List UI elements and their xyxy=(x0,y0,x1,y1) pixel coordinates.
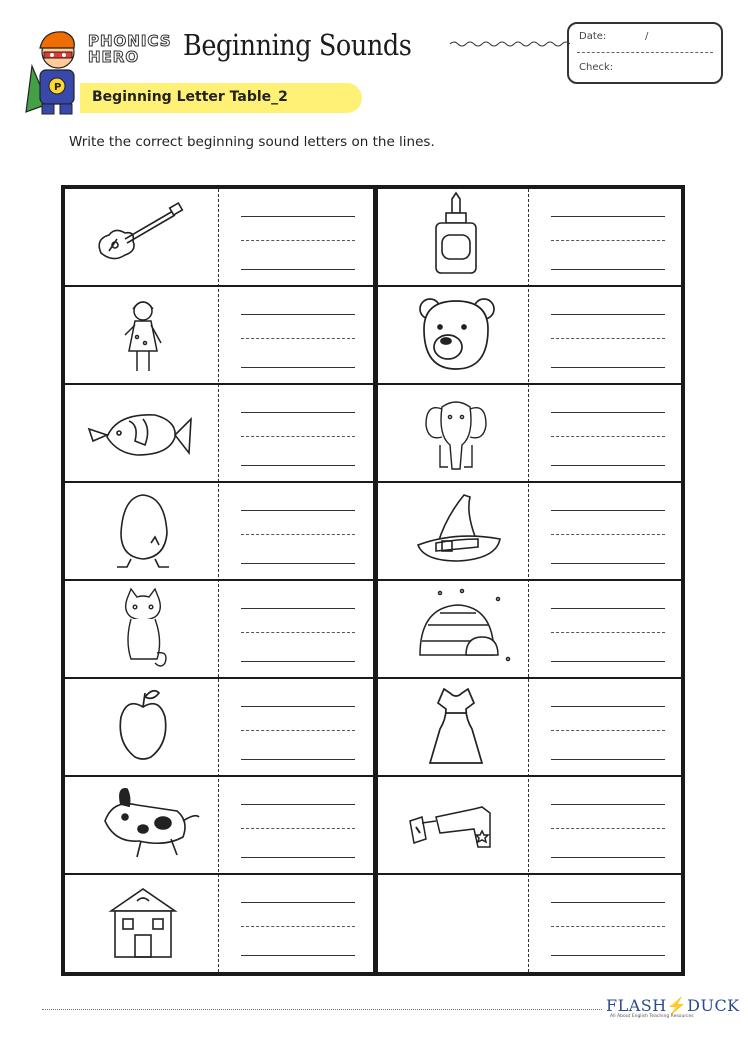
bear-icon xyxy=(378,287,533,383)
date-label: Date: xyxy=(579,31,607,42)
answer-lines[interactable] xyxy=(241,287,355,383)
fish-icon xyxy=(65,385,220,481)
footer-divider xyxy=(42,1009,602,1010)
brand-tagline: All About English Teaching Resources xyxy=(610,1014,694,1019)
elephant-icon xyxy=(378,385,533,481)
date-separator: / xyxy=(645,31,649,42)
answer-lines[interactable] xyxy=(551,679,665,775)
gun-icon xyxy=(378,777,533,873)
answer-lines[interactable] xyxy=(241,385,355,481)
instruction-text: Write the correct beginning sound letters on the lines. xyxy=(69,134,435,150)
worksheet-title: Beginning Sounds xyxy=(183,28,412,62)
hat-icon xyxy=(378,483,533,579)
egg-icon xyxy=(65,483,220,579)
answer-lines[interactable] xyxy=(241,483,355,579)
apple-icon xyxy=(65,679,220,775)
answer-lines[interactable] xyxy=(551,287,665,383)
svg-text:P: P xyxy=(54,82,62,93)
cat-icon xyxy=(65,581,220,677)
logo-line-1: PHONICS xyxy=(88,32,172,50)
answer-lines[interactable] xyxy=(241,581,355,677)
brand-name-left: FLASH xyxy=(606,996,667,1015)
answer-lines[interactable] xyxy=(551,581,665,677)
worksheet-table xyxy=(61,185,685,976)
answer-lines[interactable] xyxy=(551,875,665,971)
wave-divider xyxy=(450,38,570,50)
mascot-logo xyxy=(24,26,88,116)
date-check-box xyxy=(567,22,723,84)
date-box-divider xyxy=(577,52,713,53)
brand-logo xyxy=(88,33,180,71)
answer-lines[interactable] xyxy=(551,483,665,579)
dog-icon xyxy=(65,777,220,873)
flashduck-logo xyxy=(606,996,740,1015)
answer-lines[interactable] xyxy=(551,385,665,481)
igloo-icon xyxy=(378,581,533,677)
brand-name-right: DUCK xyxy=(687,996,740,1015)
check-label: Check: xyxy=(579,62,614,73)
answer-lines[interactable] xyxy=(551,777,665,873)
answer-lines[interactable] xyxy=(551,189,665,285)
dress-icon xyxy=(378,679,533,775)
guitar-icon xyxy=(65,189,220,285)
answer-lines[interactable] xyxy=(241,875,355,971)
worksheet-subtitle: Beginning Letter Table_2 xyxy=(92,89,288,105)
glue-icon xyxy=(378,189,533,285)
answer-lines[interactable] xyxy=(241,679,355,775)
lightning-icon: ⚡ xyxy=(666,996,688,1015)
logo-line-2: HERO xyxy=(88,48,140,66)
answer-lines[interactable] xyxy=(241,777,355,873)
house-icon xyxy=(65,875,220,971)
girl-icon xyxy=(65,287,220,383)
answer-lines[interactable] xyxy=(241,189,355,285)
